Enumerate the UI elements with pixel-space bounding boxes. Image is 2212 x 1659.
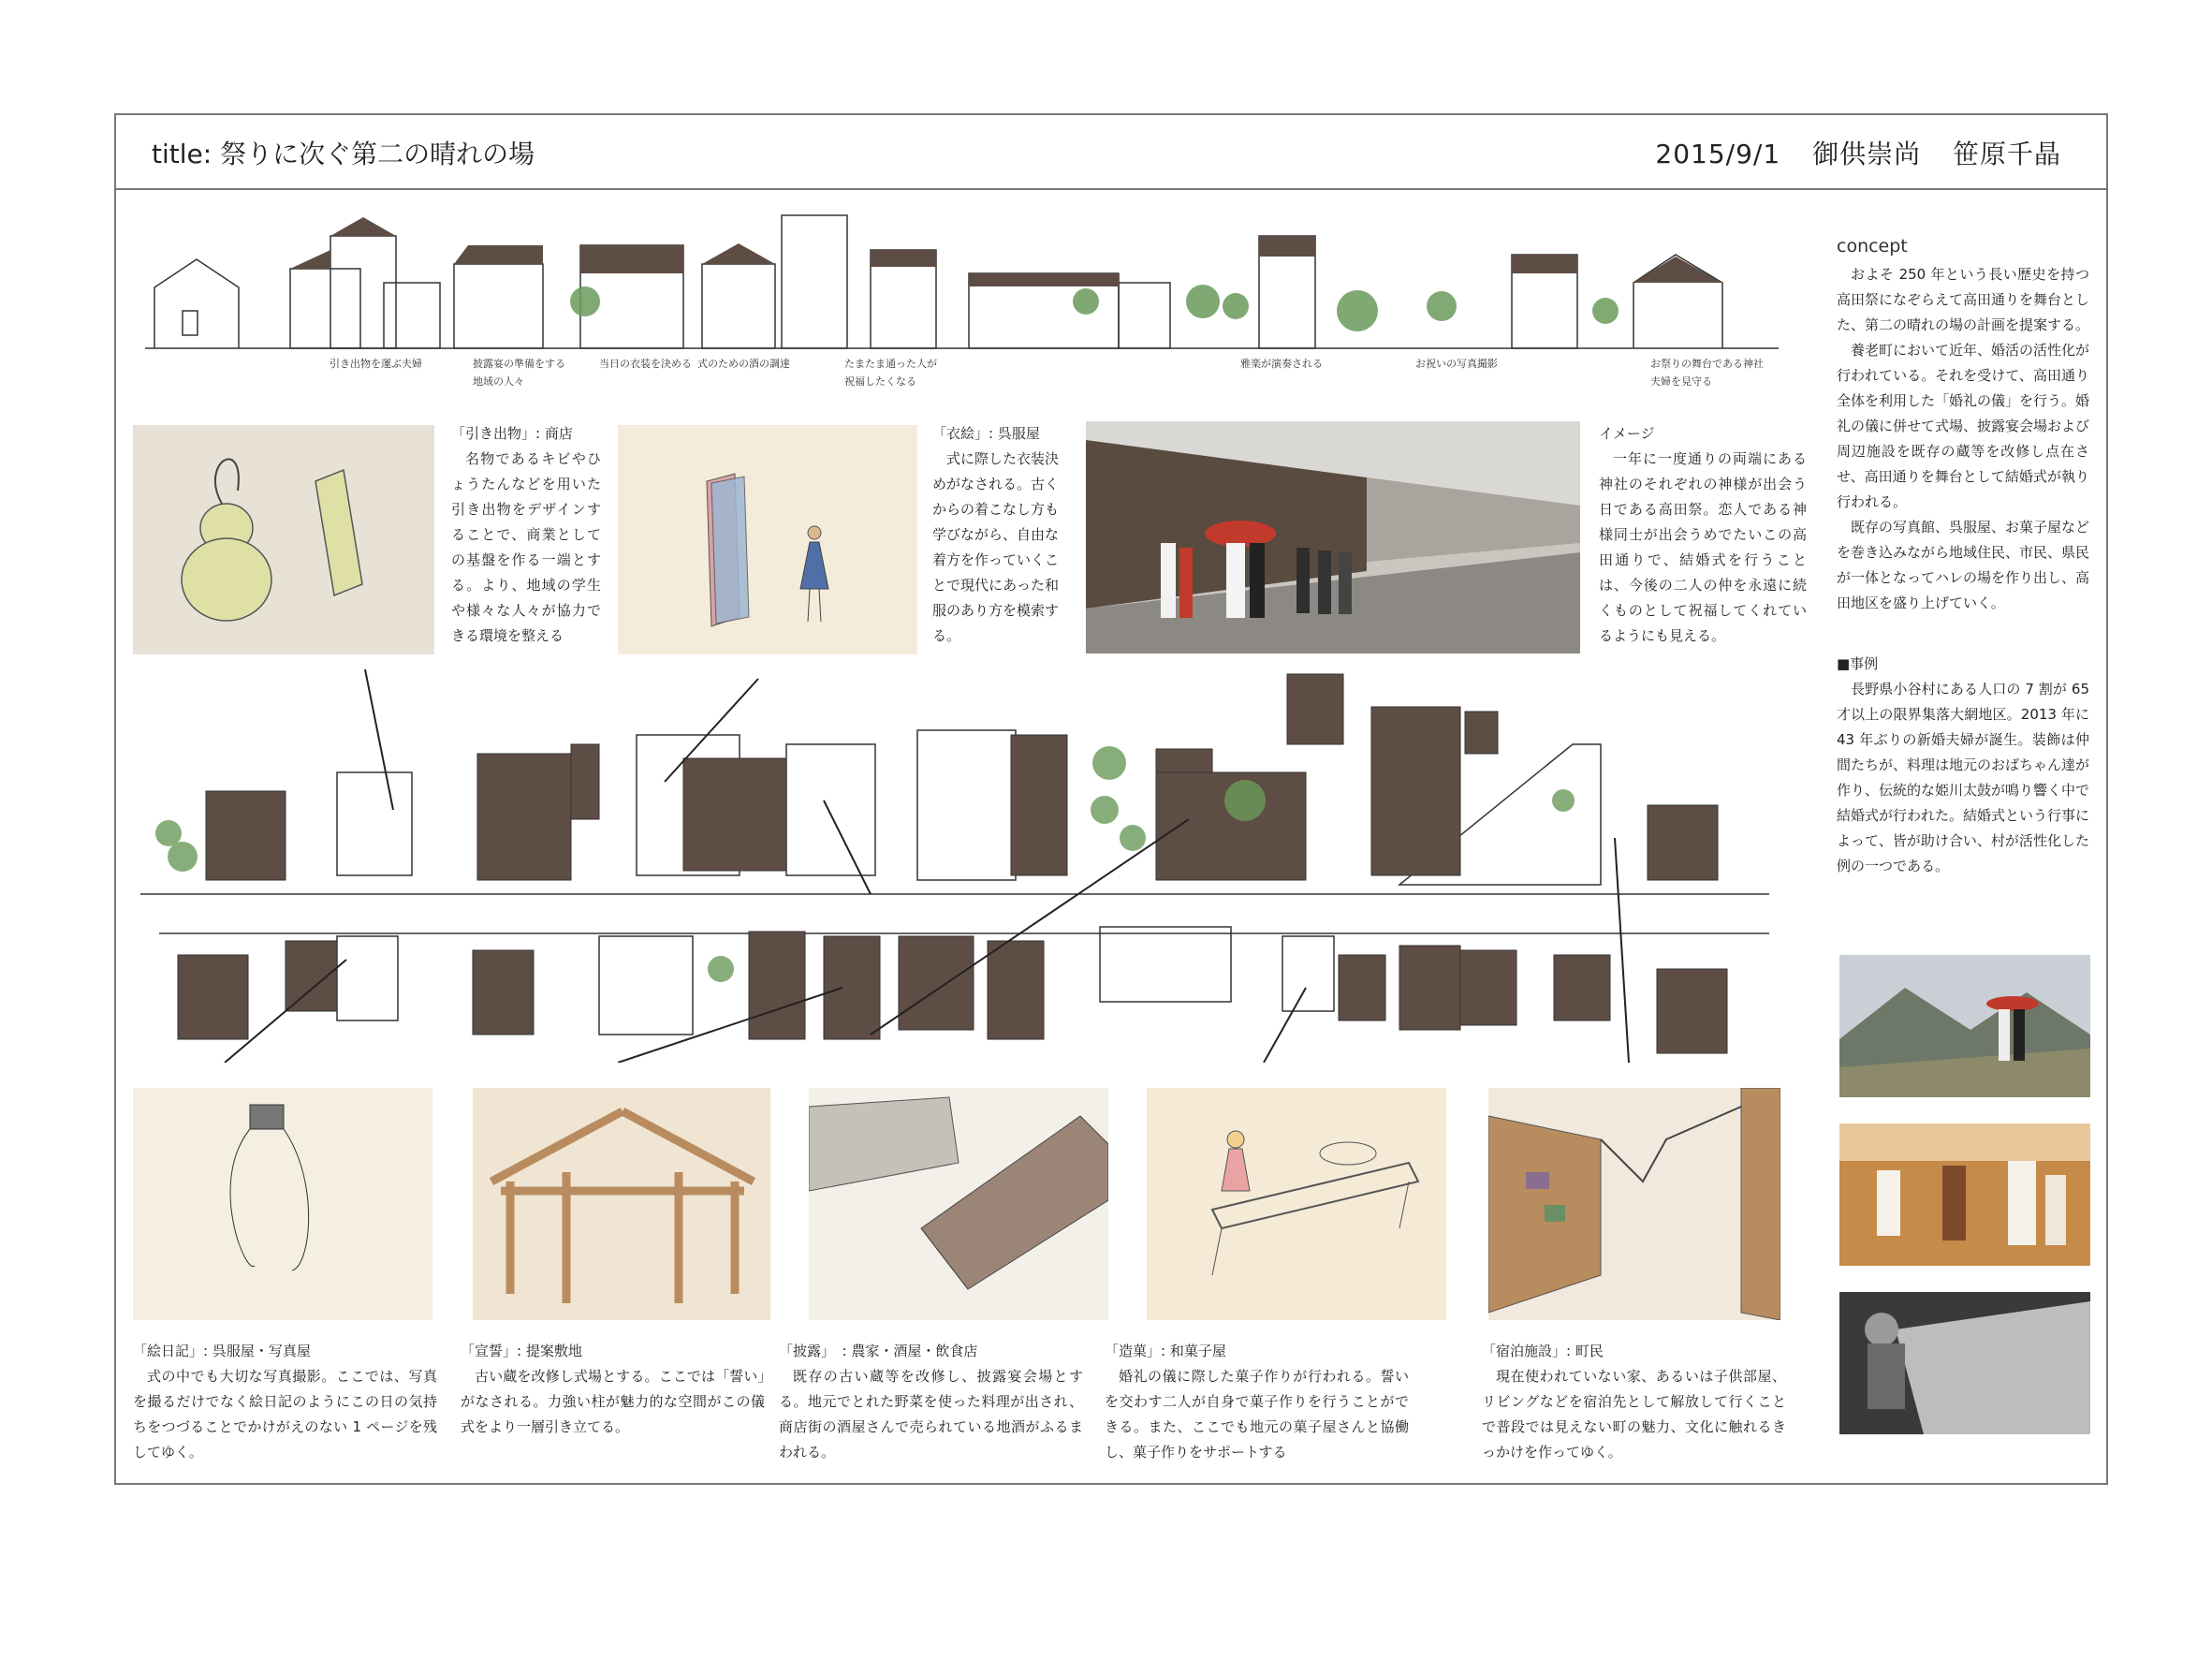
concept-heading: concept [1837,236,1908,257]
concept-text [1837,262,2089,616]
title-bar [116,115,2106,190]
case-body: 長野県小谷村にある人口の 7 割が 65 才以上の限界集落大網地区。2013 年に 43 年ぶりの新婚夫婦が誕生。装飾は仲間たちが、料理は地元のおばちゃん達が作り、伝統的な姫川太鼓が鳴り響く中で結婚式が行われた。結婚式という行事によって、皆が助け合い、村が活性化した例の一つである。 [1837,681,2090,874]
case-photo-craft [1839,1292,2090,1434]
author-2: 笹原千晶 [1952,139,2061,169]
street-label-10: お祭りの舞台である神社 [1650,358,1764,370]
concept-paragraph-1: およそ 250 年という長い歴史を持つ高田祭になぞらえて高田通りを舞台とした、第二の晴れの場の計画を提案する。 [1837,266,2090,333]
hirou-text [779,1339,1083,1465]
enikki-text [133,1339,437,1465]
zouka-sketch [1147,1088,1446,1320]
street-label-9: お祝いの写真撮影 [1415,358,1498,370]
street-label-8: 雅楽が演奏される [1240,358,1323,370]
case-text [1837,652,2089,879]
shukuhaku-text [1482,1339,1786,1465]
ishou-body: 式に際した衣装決めがなされる。古くからの着こなし方も学びながら、自由な着方を作っていくことで現代にあった和服のあり方を模索する。 [932,450,1060,644]
ishou-text [932,421,1059,649]
sensei-body: 古い蔵を改修し式場とする。ここでは「誓い」がなされる。力強い柱が魅力的な空間がこの儀式をより一層引き立てる。 [461,1368,765,1435]
hirou-body: 既存の古い蔵等を改修し、披露宴会場とする。地元でとれた野菜を使った料理が出され、商店街の酒屋さんで売られている地酒がふるまわれる。 [779,1368,1083,1461]
zouka-text [1105,1339,1409,1465]
shukuhaku-body: 現在使われていない家、あるいは子供部屋、リビングなどを宿泊先として解放して行くことで普段では見えない町の魅力、文化に触れるきっかけを作ってゆく。 [1482,1368,1786,1461]
hikidemono-text [451,421,601,649]
sensei-sketch [473,1088,770,1320]
date-text: 2015/9/1 [1655,139,1781,169]
concept-column [1837,236,2089,879]
street-label-11: 夫婦を見守る [1650,375,1712,388]
concept-paragraph-2: 養老町において近年、婚活の活性化が行われている。それを受けて、高田通り全体を利用した「婚礼の儀」を行う。婚礼の儀に併せて式場、披露宴会場および周辺施設を既存の蔵等を改修し点在させ、高田通りを舞台として結婚式が執り行われる。 [1837,342,2090,510]
hikidemono-sketch [133,425,434,654]
hirou-sketch [809,1088,1108,1320]
image-text [1599,421,1807,649]
zouka-heading: 「造菓」: 和菓子屋 [1105,1343,1226,1359]
street-label-2: 披露宴の準備をする [473,358,565,370]
street-label-7: 祝福したくなる [844,375,916,388]
ishou-sketch [618,425,917,654]
sensei-heading: 「宣誓」: 提案敷地 [461,1343,582,1359]
streetscape-sketch [145,208,1779,356]
procession-photo [1086,421,1580,653]
ishou-heading: 「衣絵」: 呉服屋 [932,425,1040,442]
enikki-body: 式の中でも大切な写真撮影。ここでは、写真を撮るだけでなく絵日記のようにこの日の気持ちをつづることでかけがえのない 1 ページを残してゆく。 [133,1368,437,1461]
concept-paragraph-3: 既存の写真館、呉服屋、お菓子屋などを巻き込みながら地域住民、市民、県民が一体となってハレの場を作り出し、高田地区を盛り上げていく。 [1837,519,2090,611]
zouka-body: 婚礼の儀に際した菓子作りが行われる。誓いを交わす二人が自身で菓子作りを行うことができる。また、ここでも地元の菓子屋さんと協働し、菓子作りをサポートする [1105,1368,1409,1461]
hikidemono-body: 名物であるキビやひょうたんなどを用いた引き出物をデザインすることで、商業としての基盤を作る一端とする。より、地域の学生や様々な人々が協力できる環境を整える [451,450,601,644]
sensei-text [461,1339,765,1440]
street-label-5: 式のための酒の調達 [697,358,790,370]
image-body: 一年に一度通りの両端にある神社のそれぞれの神様が出会う日である高田祭。恋人である神様同士が出会うめでたいこの高田通りで、結婚式を行うことは、今後の二人の仲を永遠に続くものとして祝福してくれているようにも見える。 [1599,450,1807,644]
case-heading: ■事例 [1837,655,1879,672]
site-plan [140,669,1788,1063]
image-heading: イメージ [1599,425,1655,442]
street-label-1: 引き出物を運ぶ夫婦 [330,358,422,370]
poster-meta [1633,134,2061,171]
enikki-heading: 「絵日記」: 呉服屋・写真屋 [133,1343,311,1359]
enikki-sketch [133,1088,432,1320]
shukuhaku-heading: 「宿泊施設」: 町民 [1482,1343,1604,1359]
hirou-heading: 「披露」 : 農家・酒屋・飲食店 [779,1343,978,1359]
street-label-6: たまたま通った人が [844,358,937,370]
street-label-3: 地域の人々 [473,375,524,388]
case-photo-ceremony [1839,1123,2090,1266]
hikidemono-heading: 「引き出物」: 商店 [451,425,573,442]
street-label-4: 当日の衣装を決める [599,358,692,370]
case-photo-mountain-wedding [1839,955,2090,1097]
poster-title: title: 祭りに次ぐ第二の晴れの場 [152,139,535,169]
shukuhaku-sketch [1488,1088,1780,1320]
author-1: 御供崇尚 [1812,139,1922,169]
